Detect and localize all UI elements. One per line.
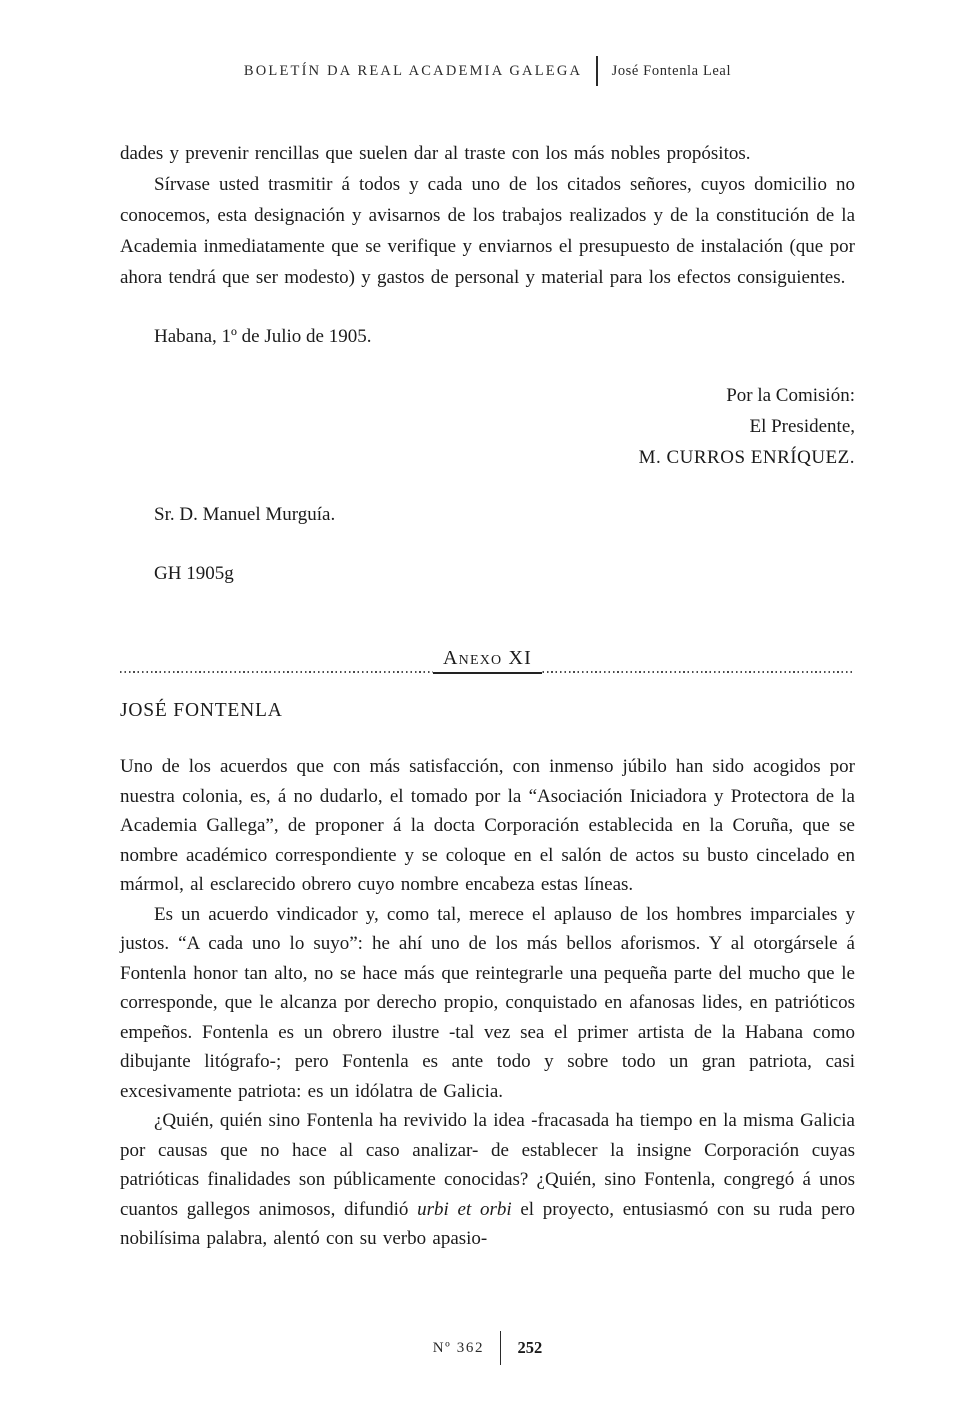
signature-name: M. CURROS ENRÍQUEZ. xyxy=(638,447,855,468)
annex-divider xyxy=(120,645,855,673)
letter-paragraph: Sírvase usted trasmitir á todos y cada uno de los citados señores, cuyos domicilio no conocemos, esta designación y avisarnos de los trabajos realizados y de la constitución de la Academia inmediatamente que se verifique y enviarnos el presupuesto de instalación (que por ahora tendrá que ser modesto) y gastos de personal y material para los efectos consiguientes. xyxy=(120,174,855,288)
footer-divider xyxy=(500,1331,501,1365)
header-divider xyxy=(596,56,597,86)
signature-line-commission: Por la Comisión: xyxy=(726,385,855,406)
signature-line-title: El Presidente, xyxy=(749,416,855,437)
journal-title: BOLETÍN DA REAL ACADEMIA GALEGA xyxy=(243,62,583,79)
page-footer xyxy=(120,1331,855,1365)
issue-number: Nº 362 xyxy=(432,1339,485,1356)
annex-paragraph-segment: el proyecto, entusiasmó con su ruda pero nobilísima palabra, alentó con su verbo apasio- xyxy=(120,1198,855,1249)
annex-heading: Anexo XI xyxy=(433,645,542,674)
page-number: 252 xyxy=(517,1338,543,1357)
annex-paragraph xyxy=(120,1106,855,1254)
letter-paragraph-continuation: dades y prevenir rencillas que suelen dar al traste con los más nobles propósitos. xyxy=(120,143,751,164)
annex-body xyxy=(120,752,855,1254)
annex-paragraph-latin-phrase: urbi et orbi xyxy=(417,1198,512,1220)
annex-title: JOSÉ FONTENLA xyxy=(120,700,283,721)
archive-reference: GH 1905g xyxy=(154,563,234,584)
annex-paragraph: Uno de los acuerdos que con más satisfacción, con inmenso júbilo han sido acogidos por nuestra colonia, es, á no dudarlo, el tomado por la “Asociación Iniciadora y Protectora de la Academia Gallega”, de proponer á la docta Corporación establecida en la Coruña, que se nombre académico correspondiente y se coloque en el salón de actos su busto cincelado en mármol, al esclarecido obrero cuyo nombre encabeza estas líneas. xyxy=(120,756,855,895)
running-author: José Fontenla Leal xyxy=(611,62,732,79)
dateline: Habana, 1º de Julio de 1905. xyxy=(154,326,372,347)
page-header xyxy=(120,56,855,86)
annex-paragraph: Es un acuerdo vindicador y, como tal, merece el aplauso de los hombres imparciales y justos. “A cada uno lo suyo”: he ahí uno de los más bellos aforismos. Y al otorgársele á Fontenla honor tan alto, no se hace más que reintegrarle una pequeña parte del mucho que le corresponde, que le alcanza por derecho propio, conquistado en afanosas lides, en patrióticos empeños. Fontenla es un obrero ilustre -tal vez sea el primer artista de la Habana como dibujante litógrafo-; pero Fontenla es ante todo y sobre todo un gran patriota, casi excesivamente patriota: es un idólatra de Galicia. xyxy=(120,903,855,1102)
page-content xyxy=(120,138,855,1331)
addressee-line: Sr. D. Manuel Murguía. xyxy=(154,504,336,525)
signature-block xyxy=(120,380,855,473)
annex-paragraph-segment: ¿Quién, quién sino Fontenla ha revivido la idea -fracasada ha tiempo en la misma Galicia por causas que no hace al caso analizar- de establecer la insigne Corporación cuyas patrióticas finalidades son públicamente conocidas? ¿Quién, sino Fontenla, congregó á unos cuantos gallegos animosos, difundió xyxy=(120,1110,855,1220)
